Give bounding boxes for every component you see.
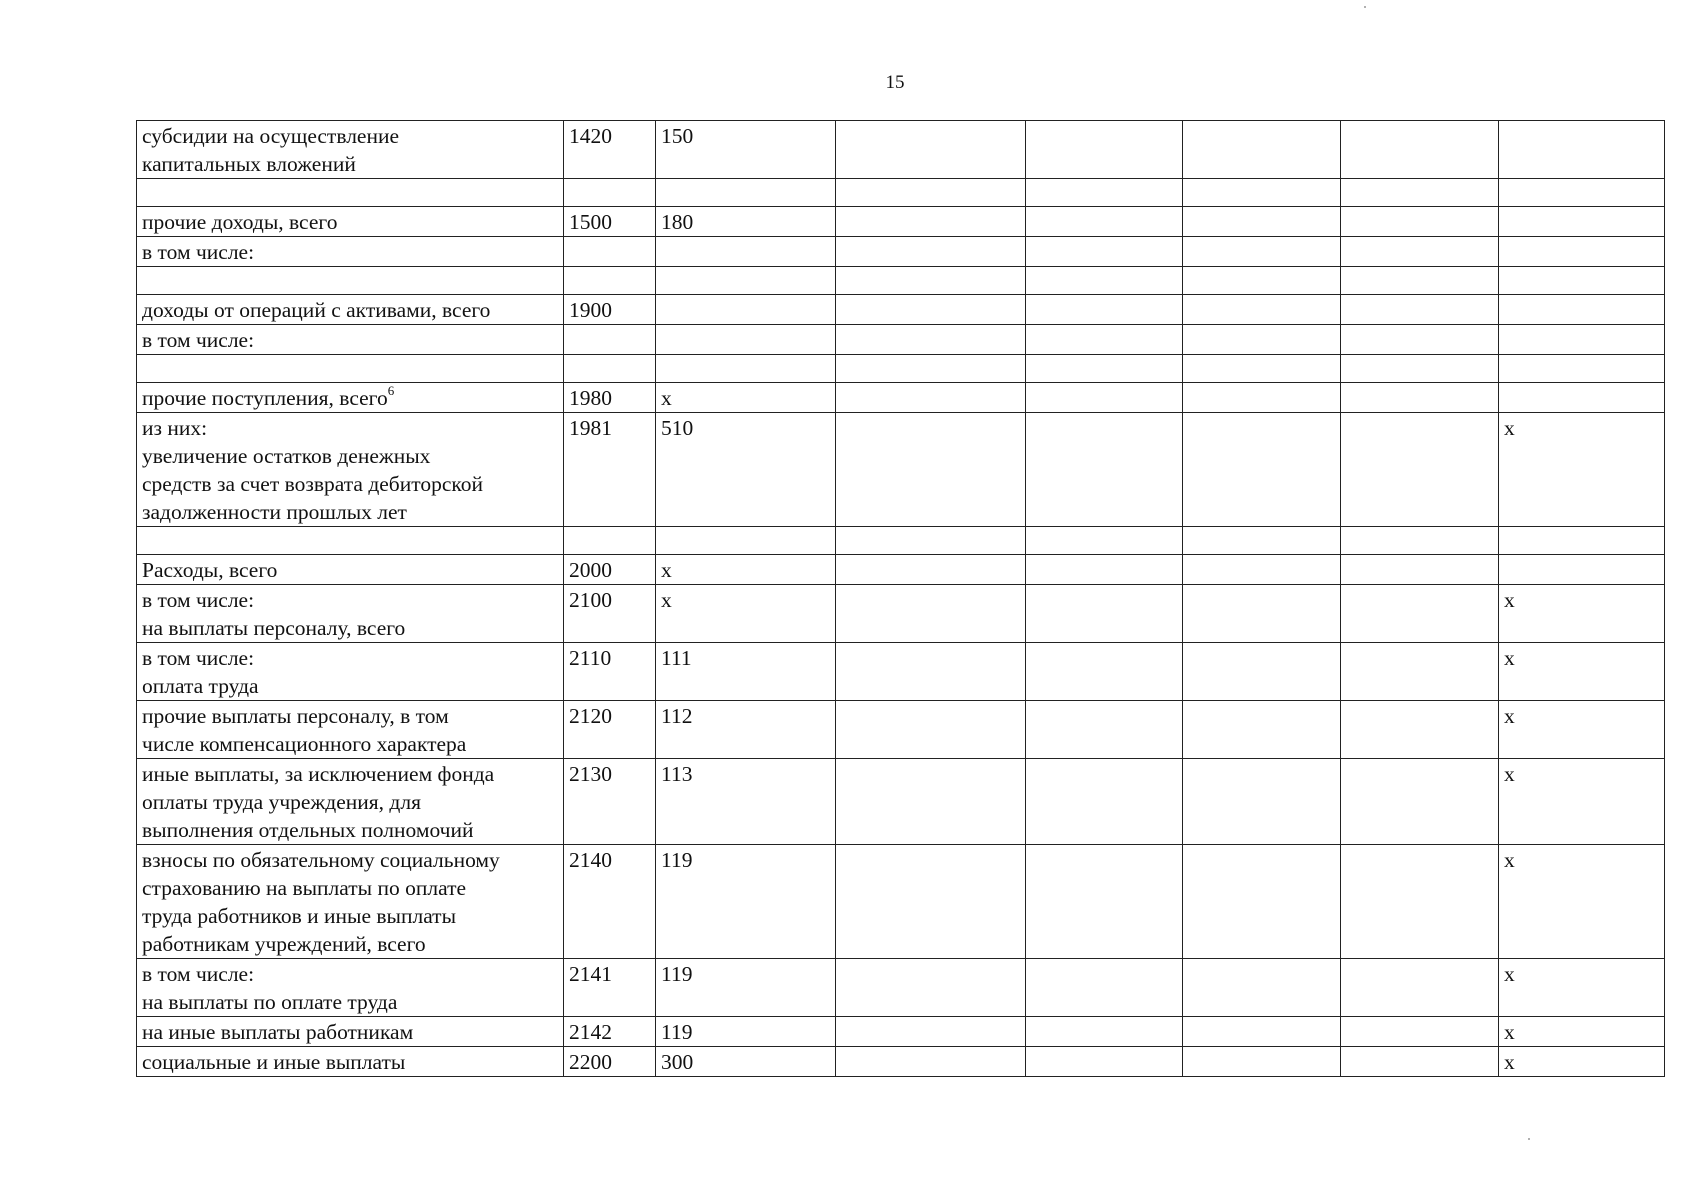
row-name-cell — [137, 759, 564, 845]
row-kbk-cell: х — [656, 585, 836, 643]
table-row — [137, 237, 1665, 267]
row-amount-b-cell — [1026, 527, 1183, 555]
row-amount-b-cell — [1026, 383, 1183, 413]
row-kbk-cell — [656, 527, 836, 555]
row-code-cell: 2100 — [564, 585, 656, 643]
row-name-cell — [137, 295, 564, 325]
row-amount-b-cell — [1026, 555, 1183, 585]
row-amount-c-cell — [1183, 759, 1341, 845]
row-amount-b-cell — [1026, 413, 1183, 527]
row-amount-b-cell — [1026, 179, 1183, 207]
row-last-cell: х — [1499, 1047, 1665, 1077]
row-name-text: прочие выплаты персоналу, в том — [142, 704, 449, 728]
row-code-cell: 2200 — [564, 1047, 656, 1077]
row-name-line — [142, 296, 558, 324]
row-amount-d-cell — [1341, 759, 1499, 845]
row-name-text: труда работников и иные выплаты — [142, 904, 457, 928]
row-name-text: оплаты труда учреждения, для — [142, 790, 421, 814]
scan-speck — [1364, 6, 1366, 8]
table-row — [137, 179, 1665, 207]
row-code-cell — [564, 237, 656, 267]
row-name-cell — [137, 207, 564, 237]
row-name-line — [142, 988, 558, 1016]
row-amount-c-cell — [1183, 1047, 1341, 1077]
table-body — [137, 121, 1665, 1077]
row-name-line — [142, 238, 558, 266]
row-amount-d-cell — [1341, 1017, 1499, 1047]
row-name-line — [142, 960, 558, 988]
row-name-text: прочие поступления, всего — [142, 386, 388, 410]
row-name-line — [142, 816, 558, 844]
row-amount-c-cell — [1183, 295, 1341, 325]
row-amount-d-cell — [1341, 701, 1499, 759]
row-last-cell: х — [1499, 585, 1665, 643]
row-amount-d-cell — [1341, 959, 1499, 1017]
row-name-text: иные выплаты, за исключением фонда — [142, 762, 495, 786]
row-amount-b-cell — [1026, 267, 1183, 295]
row-name-line — [142, 702, 558, 730]
table-row — [137, 413, 1665, 527]
row-name-line — [142, 556, 558, 584]
row-name-cell — [137, 585, 564, 643]
row-code-cell: 2120 — [564, 701, 656, 759]
row-last-cell — [1499, 237, 1665, 267]
row-name-line — [142, 384, 558, 412]
row-amount-a-cell — [836, 527, 1026, 555]
table-row — [137, 383, 1665, 413]
row-last-cell — [1499, 383, 1665, 413]
row-kbk-cell: 510 — [656, 413, 836, 527]
footnote-mark: 6 — [387, 383, 395, 398]
row-code-cell — [564, 527, 656, 555]
row-name-line — [142, 902, 558, 930]
row-amount-a-cell — [836, 121, 1026, 179]
row-amount-b-cell — [1026, 1017, 1183, 1047]
row-amount-d-cell — [1341, 267, 1499, 295]
row-name-cell — [137, 845, 564, 959]
row-amount-a-cell — [836, 759, 1026, 845]
row-last-cell: х — [1499, 1017, 1665, 1047]
row-last-cell — [1499, 527, 1665, 555]
row-name-line — [142, 470, 558, 498]
row-last-cell — [1499, 325, 1665, 355]
row-amount-b-cell — [1026, 585, 1183, 643]
row-code-cell: 1500 — [564, 207, 656, 237]
table-row — [137, 355, 1665, 383]
row-name-text: из них: — [142, 416, 208, 440]
row-kbk-cell: 300 — [656, 1047, 836, 1077]
row-name-text: социальные и иные выплаты — [142, 1050, 406, 1074]
row-code-cell: 2142 — [564, 1017, 656, 1047]
table-row — [137, 845, 1665, 959]
row-kbk-cell: 119 — [656, 959, 836, 1017]
row-name-text: выполнения отдельных полномочий — [142, 818, 474, 842]
row-name-line — [142, 414, 558, 442]
table-row — [137, 959, 1665, 1017]
row-amount-d-cell — [1341, 643, 1499, 701]
row-last-cell: х — [1499, 759, 1665, 845]
row-name-text: на иные выплаты работникам — [142, 1020, 414, 1044]
row-name-line — [142, 930, 558, 958]
row-amount-b-cell — [1026, 643, 1183, 701]
row-name-line — [142, 874, 558, 902]
scan-speck — [1528, 1138, 1530, 1140]
row-amount-c-cell — [1183, 1017, 1341, 1047]
row-last-cell: х — [1499, 413, 1665, 527]
row-name-cell — [137, 267, 564, 295]
row-amount-a-cell — [836, 295, 1026, 325]
row-amount-a-cell — [836, 643, 1026, 701]
row-amount-a-cell — [836, 413, 1026, 527]
table-row — [137, 701, 1665, 759]
row-amount-c-cell — [1183, 413, 1341, 527]
row-amount-d-cell — [1341, 527, 1499, 555]
row-kbk-cell — [656, 179, 836, 207]
row-name-line — [142, 846, 558, 874]
row-amount-c-cell — [1183, 555, 1341, 585]
row-kbk-cell: 112 — [656, 701, 836, 759]
row-name-line — [142, 498, 558, 526]
row-amount-d-cell — [1341, 179, 1499, 207]
row-name-text: субсидии на осуществление — [142, 124, 400, 148]
row-amount-a-cell — [836, 355, 1026, 383]
row-amount-a-cell — [836, 179, 1026, 207]
table-row — [137, 759, 1665, 845]
row-kbk-cell: 119 — [656, 845, 836, 959]
row-code-cell: 2140 — [564, 845, 656, 959]
row-kbk-cell: 119 — [656, 1017, 836, 1047]
row-amount-a-cell — [836, 237, 1026, 267]
row-amount-b-cell — [1026, 701, 1183, 759]
row-amount-c-cell — [1183, 207, 1341, 237]
row-name-text: средств за счет возврата дебиторской — [142, 472, 484, 496]
row-amount-b-cell — [1026, 295, 1183, 325]
table-row — [137, 1047, 1665, 1077]
row-amount-d-cell — [1341, 237, 1499, 267]
row-name-text: увеличение остатков денежных — [142, 444, 431, 468]
row-kbk-cell — [656, 267, 836, 295]
table-row — [137, 121, 1665, 179]
row-amount-a-cell — [836, 325, 1026, 355]
row-name-text: в том числе: — [142, 588, 255, 612]
table-row — [137, 585, 1665, 643]
row-name-line — [142, 586, 558, 614]
row-last-cell: х — [1499, 701, 1665, 759]
row-code-cell: 1980 — [564, 383, 656, 413]
row-last-cell — [1499, 295, 1665, 325]
row-amount-b-cell — [1026, 355, 1183, 383]
row-amount-a-cell — [836, 959, 1026, 1017]
row-kbk-cell — [656, 325, 836, 355]
row-amount-b-cell — [1026, 959, 1183, 1017]
row-code-cell: 1420 — [564, 121, 656, 179]
row-code-cell: 2110 — [564, 643, 656, 701]
row-amount-c-cell — [1183, 267, 1341, 295]
row-amount-d-cell — [1341, 207, 1499, 237]
row-amount-c-cell — [1183, 585, 1341, 643]
row-name-text: взносы по обязательному социальному — [142, 848, 500, 872]
table-row — [137, 267, 1665, 295]
table-row — [137, 295, 1665, 325]
table-row — [137, 643, 1665, 701]
row-amount-c-cell — [1183, 237, 1341, 267]
row-name-text: задолженности прошлых лет — [142, 500, 407, 524]
row-code-cell: 1981 — [564, 413, 656, 527]
row-last-cell — [1499, 179, 1665, 207]
row-code-cell: 1900 — [564, 295, 656, 325]
row-name-cell — [137, 527, 564, 555]
row-kbk-cell: 111 — [656, 643, 836, 701]
row-amount-a-cell — [836, 383, 1026, 413]
row-name-line — [142, 760, 558, 788]
row-code-cell — [564, 325, 656, 355]
row-name-text: на выплаты персоналу, всего — [142, 616, 406, 640]
row-amount-d-cell — [1341, 383, 1499, 413]
row-kbk-cell: 180 — [656, 207, 836, 237]
row-name-text: оплата труда — [142, 674, 259, 698]
row-amount-c-cell — [1183, 527, 1341, 555]
row-name-cell — [137, 959, 564, 1017]
row-code-cell: 2130 — [564, 759, 656, 845]
row-amount-b-cell — [1026, 121, 1183, 179]
row-amount-d-cell — [1341, 845, 1499, 959]
row-amount-a-cell — [836, 555, 1026, 585]
row-amount-b-cell — [1026, 237, 1183, 267]
row-name-text: на выплаты по оплате труда — [142, 990, 398, 1014]
row-amount-a-cell — [836, 207, 1026, 237]
row-code-cell — [564, 355, 656, 383]
row-amount-a-cell — [836, 845, 1026, 959]
row-last-cell — [1499, 555, 1665, 585]
row-name-line — [142, 1018, 558, 1046]
row-amount-a-cell — [836, 1017, 1026, 1047]
row-amount-b-cell — [1026, 207, 1183, 237]
row-name-cell — [137, 179, 564, 207]
row-last-cell — [1499, 207, 1665, 237]
row-last-cell: х — [1499, 959, 1665, 1017]
row-name-line — [142, 644, 558, 672]
row-amount-a-cell — [836, 701, 1026, 759]
row-last-cell: х — [1499, 643, 1665, 701]
row-name-line — [142, 442, 558, 470]
row-last-cell: х — [1499, 845, 1665, 959]
row-amount-c-cell — [1183, 355, 1341, 383]
row-kbk-cell: 150 — [656, 121, 836, 179]
row-kbk-cell: х — [656, 555, 836, 585]
row-name-cell — [137, 237, 564, 267]
row-amount-c-cell — [1183, 121, 1341, 179]
row-amount-c-cell — [1183, 383, 1341, 413]
row-amount-c-cell — [1183, 325, 1341, 355]
row-last-cell — [1499, 355, 1665, 383]
table-row — [137, 207, 1665, 237]
row-amount-c-cell — [1183, 179, 1341, 207]
row-name-text: капитальных вложений — [142, 152, 356, 176]
row-name-line — [142, 208, 558, 236]
row-name-cell — [137, 383, 564, 413]
row-name-text: в том числе: — [142, 240, 255, 264]
row-last-cell — [1499, 121, 1665, 179]
row-name-cell — [137, 1017, 564, 1047]
row-amount-b-cell — [1026, 1047, 1183, 1077]
row-amount-c-cell — [1183, 701, 1341, 759]
table-row — [137, 527, 1665, 555]
row-amount-c-cell — [1183, 643, 1341, 701]
row-name-cell — [137, 355, 564, 383]
row-amount-b-cell — [1026, 759, 1183, 845]
row-amount-d-cell — [1341, 121, 1499, 179]
row-last-cell — [1499, 267, 1665, 295]
row-name-cell — [137, 643, 564, 701]
row-kbk-cell — [656, 295, 836, 325]
row-kbk-cell: х — [656, 383, 836, 413]
row-name-cell — [137, 325, 564, 355]
row-amount-a-cell — [836, 267, 1026, 295]
table-row — [137, 1017, 1665, 1047]
row-name-text: числе компенсационного характера — [142, 732, 467, 756]
row-name-text: Расходы, всего — [142, 558, 278, 582]
row-name-line — [142, 730, 558, 758]
row-amount-b-cell — [1026, 845, 1183, 959]
row-name-line — [142, 150, 558, 178]
table-row — [137, 555, 1665, 585]
row-code-cell: 2141 — [564, 959, 656, 1017]
row-kbk-cell — [656, 355, 836, 383]
row-name-cell — [137, 413, 564, 527]
row-amount-d-cell — [1341, 555, 1499, 585]
row-amount-d-cell — [1341, 585, 1499, 643]
row-code-cell: 2000 — [564, 555, 656, 585]
row-amount-c-cell — [1183, 845, 1341, 959]
row-name-text: в том числе: — [142, 646, 255, 670]
budget-table — [136, 120, 1665, 1077]
row-name-line — [142, 788, 558, 816]
row-kbk-cell — [656, 237, 836, 267]
row-name-text: страхованию на выплаты по оплате — [142, 876, 467, 900]
row-amount-d-cell — [1341, 1047, 1499, 1077]
row-kbk-cell: 113 — [656, 759, 836, 845]
row-name-line — [142, 326, 558, 354]
row-amount-d-cell — [1341, 295, 1499, 325]
page-number: 15 — [885, 72, 905, 93]
row-name-text: в том числе: — [142, 962, 255, 986]
row-amount-d-cell — [1341, 413, 1499, 527]
row-name-cell — [137, 1047, 564, 1077]
row-name-text: работникам учреждений, всего — [142, 932, 426, 956]
row-name-cell — [137, 701, 564, 759]
row-name-line — [142, 672, 558, 700]
row-amount-d-cell — [1341, 355, 1499, 383]
row-name-cell — [137, 555, 564, 585]
row-code-cell — [564, 179, 656, 207]
row-name-text: доходы от операций с активами, всего — [142, 298, 491, 322]
row-name-cell — [137, 121, 564, 179]
table-row — [137, 325, 1665, 355]
row-amount-a-cell — [836, 585, 1026, 643]
row-code-cell — [564, 267, 656, 295]
row-amount-d-cell — [1341, 325, 1499, 355]
row-name-text: прочие доходы, всего — [142, 210, 338, 234]
row-amount-a-cell — [836, 1047, 1026, 1077]
row-name-text: в том числе: — [142, 328, 255, 352]
row-name-line — [142, 122, 558, 150]
row-name-line — [142, 1048, 558, 1076]
row-amount-b-cell — [1026, 325, 1183, 355]
row-amount-c-cell — [1183, 959, 1341, 1017]
row-name-line — [142, 614, 558, 642]
